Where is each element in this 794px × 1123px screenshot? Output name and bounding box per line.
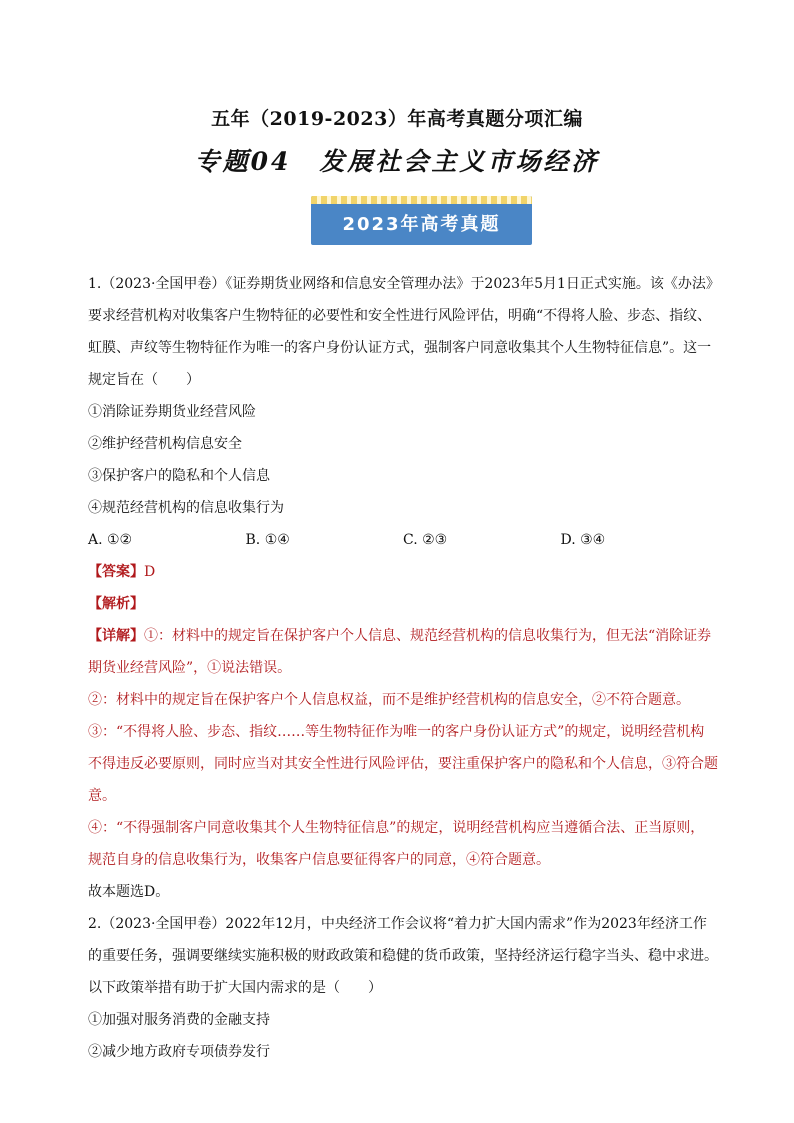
document-title: 五年（2019-2023）年高考真题分项汇编 bbox=[211, 108, 583, 130]
detail-text: ①：材料中的规定旨在保护客户个人信息、规范经营机构的信息收集行为，但无法“消除证券期货业经营风险”，①说法错误。 bbox=[88, 628, 712, 676]
answer-tag: 【答案】 bbox=[88, 564, 144, 580]
question-1-item: ③保护客户的隐私和个人信息 bbox=[88, 468, 270, 484]
detail-paragraph bbox=[88, 620, 718, 684]
detail-paragraph: ④：“不得强制客户同意收集其个人生物特征信息”的规定，说明经营机构应当遵循合法、正当原则，规范自身的信息收集行为，收集客户信息要征得客户的同意，④符合题意。 bbox=[88, 820, 705, 868]
question-2-item: ②减少地方政府专项债券发行 bbox=[88, 1044, 270, 1060]
detail-tag: 【详解】 bbox=[88, 628, 144, 644]
question-2-stem: 2.（2023·全国甲卷）2022年12月，中央经济工作会议将“着力扩大国内需求”作为2023年经济工作的重要任务，强调要继续实施积极的财政政策和稳健的货币政策，坚持经济运行稳字当头、稳中求进。以下政策举措有助于扩大国内需求的是（ ） bbox=[88, 916, 718, 996]
analysis-line bbox=[88, 588, 718, 620]
question-1-options bbox=[88, 524, 718, 556]
option-d: D. ③④ bbox=[560, 532, 606, 548]
banner-label: 2023年高考真题 bbox=[342, 214, 501, 235]
option-b: B. ①④ bbox=[245, 532, 290, 548]
detail-paragraph: ③：“不得将人脸、步态、指纹……等生物特征作为唯一的客户身份认证方式”的规定，说明经营机构不得违反必要原则，同时应当对其安全性进行风险评估，要注重保护客户的隐私和个人信息，③符合题意。 bbox=[88, 724, 718, 804]
conclusion: 故本题选D。 bbox=[88, 884, 170, 900]
question-body bbox=[88, 268, 718, 1068]
question-1-item: ②维护经营机构信息安全 bbox=[88, 436, 242, 452]
question-1-item: ④规范经营机构的信息收集行为 bbox=[88, 500, 284, 516]
analysis-tag: 【解析】 bbox=[88, 596, 144, 612]
question-1-stem: 1.（2023·全国甲卷）《证券期货业网络和信息安全管理办法》于2023年5月1日正式实施。该《办法》要求经营机构对收集客户生物特征的必要性和安全性进行风险评估，明确“不得将人脸、步态、指纹、虹膜、声纹等生物特征作为唯一的客户身份认证方式，强制客户同意收集其个人生物特征信息”。这一规定旨在（ ） bbox=[88, 276, 713, 388]
option-c: C. ②③ bbox=[403, 532, 448, 548]
option-a: A. ①② bbox=[88, 532, 133, 548]
answer-line bbox=[88, 556, 718, 588]
detail-paragraph: ②：材料中的规定旨在保护客户个人信息权益，而不是维护经营机构的信息安全，②不符合题意。 bbox=[88, 692, 690, 708]
question-2-item: ①加强对服务消费的金融支持 bbox=[88, 1012, 270, 1028]
banner-stripe bbox=[311, 196, 532, 204]
answer-value: D bbox=[144, 564, 156, 580]
question-1-item: ①消除证券期货业经营风险 bbox=[88, 404, 256, 420]
topic-title: 专题04 发展社会主义市场经济 bbox=[194, 147, 600, 176]
year-banner bbox=[311, 196, 532, 245]
